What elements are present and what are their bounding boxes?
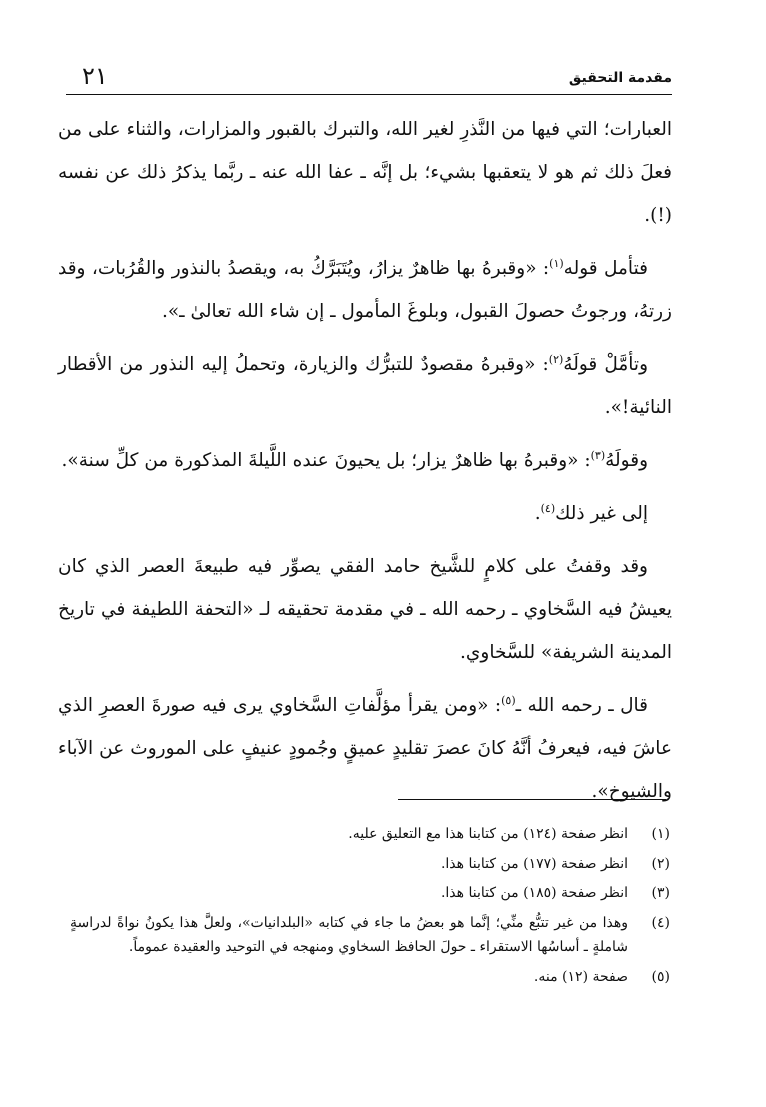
footnote-ref-4: (٤)	[540, 501, 556, 515]
footnote-ref-5: (٥)	[501, 693, 516, 707]
paragraph-3	[58, 343, 672, 429]
footnote-text: صفحة (١٢) منه.	[533, 968, 628, 985]
paragraph-4-lead: وقولَهُ	[605, 450, 648, 471]
paragraph-3-quote: : «وقبرهُ مقصودٌ للتبرُّك والزيارة، وتحملُ إليه النذور من الأقطار النائية!».	[58, 354, 672, 418]
paragraph-7-lead: قال ـ رحمه الله ـ	[515, 695, 648, 716]
paragraph-7	[58, 684, 672, 813]
paragraph-5-lead: إلى غير ذلك	[555, 503, 648, 524]
footnote-ref-3: (٣)	[590, 448, 606, 462]
paragraph-4-quote: : «وقبرهُ بها ظاهرٌ يزار؛ بل يحيونَ عنده اللَّيلةَ المذكورة من كلِّ سنة».	[61, 450, 591, 471]
footnote-ref-1: (١)	[549, 256, 564, 270]
footnote-text: انظر صفحة (١٧٧) من كتابنا هذا.	[440, 855, 628, 872]
footnote-number: (٥)	[651, 968, 670, 985]
footnote-3	[70, 881, 670, 906]
footnote-number: (١)	[651, 826, 670, 842]
footnote-text: وهذا من غير تتبُّع منِّي؛ إنَّما هو بعضُ ما جاء في كتابه «البلدانيات»، ولعلَّ هذا يكونُ نواةً لدراسةٍ شاملةٍ ـ أساسُها الاستقراء ـ حولَ الحافظ السخاوي ومنهجه في التوحيد والعقيدة عموماً.	[70, 914, 628, 955]
page-number: ٢١	[82, 62, 108, 90]
footnote-text: انظر صفحة (١٨٥) من كتابنا هذا.	[440, 885, 628, 901]
paragraph-2-lead: فتأمل قوله	[563, 258, 648, 279]
footnote-ref-2: (٢)	[548, 352, 564, 366]
paragraph-4	[58, 439, 672, 482]
paragraph-5-end: .	[534, 503, 541, 524]
paragraph-2	[58, 247, 672, 333]
footnotes	[70, 822, 670, 994]
footnote-number: (٤)	[651, 914, 670, 931]
page-header	[66, 58, 672, 96]
footnote-text: انظر صفحة (١٢٤) من كتابنا هذا مع التعليق عليه.	[348, 826, 628, 842]
footnote-5	[70, 965, 670, 990]
running-title: مقدمة التحقيق	[568, 70, 672, 86]
paragraph-7-quote: : «ومن يقرأ مؤلَّفاتِ السَّخاوي يرى فيه صورةَ العصرِ الذي عاشَ فيه، فيعرفُ أنَّهُ كانَ عصرَ تقليدٍ عميقٍ وجُمودٍ عنيفٍ على الموروث عن الآباء والشيوخ».	[58, 695, 672, 802]
footnote-2	[70, 852, 670, 877]
footnote-1	[70, 822, 670, 847]
paragraph-6: وقد وقفتُ على كلامٍ للشَّيخ حامد الفقي يصوِّر فيه طبيعةَ العصر الذي كان يعيشُ فيه السَّخاوي ـ رحمه الله ـ في مقدمة تحقيقه لـ «التحفة اللطيفة في تاريخ المدينة الشريفة» للسَّخاوي.	[58, 556, 672, 663]
footnote-4	[70, 911, 670, 960]
paragraph-2-quote: : «وقبرهُ بها ظاهرٌ يزارُ، ويُتَبَرَّكُ به، ويقصدُ بالنذور والقُرُبات، وقد زرتهُ، ورجوتُ حصولَ القبول، وبلوغَ المأمول ـ إن شاء الله تعالىٰ ـ».	[58, 258, 672, 322]
footnote-number: (٢)	[651, 855, 670, 872]
paragraph-1: العبارات؛ التي فيها من النَّذرِ لغير الله، والتبرك بالقبور والمزارات، والثناء على من فعلَ ذلك ثم هو لا يتعقبها بشيء؛ بل إنَّه ـ عفا الله عنه ـ ربَّما يذكرُ ذلك عن نفسه (!).	[58, 119, 672, 226]
paragraph-5	[58, 492, 672, 535]
footnote-number: (٣)	[651, 885, 670, 901]
paragraph-3-lead: وتأمَّلْ قولَهُ	[563, 354, 648, 375]
main-text	[58, 108, 672, 813]
header-rule	[66, 94, 672, 95]
footnote-separator	[398, 799, 666, 800]
